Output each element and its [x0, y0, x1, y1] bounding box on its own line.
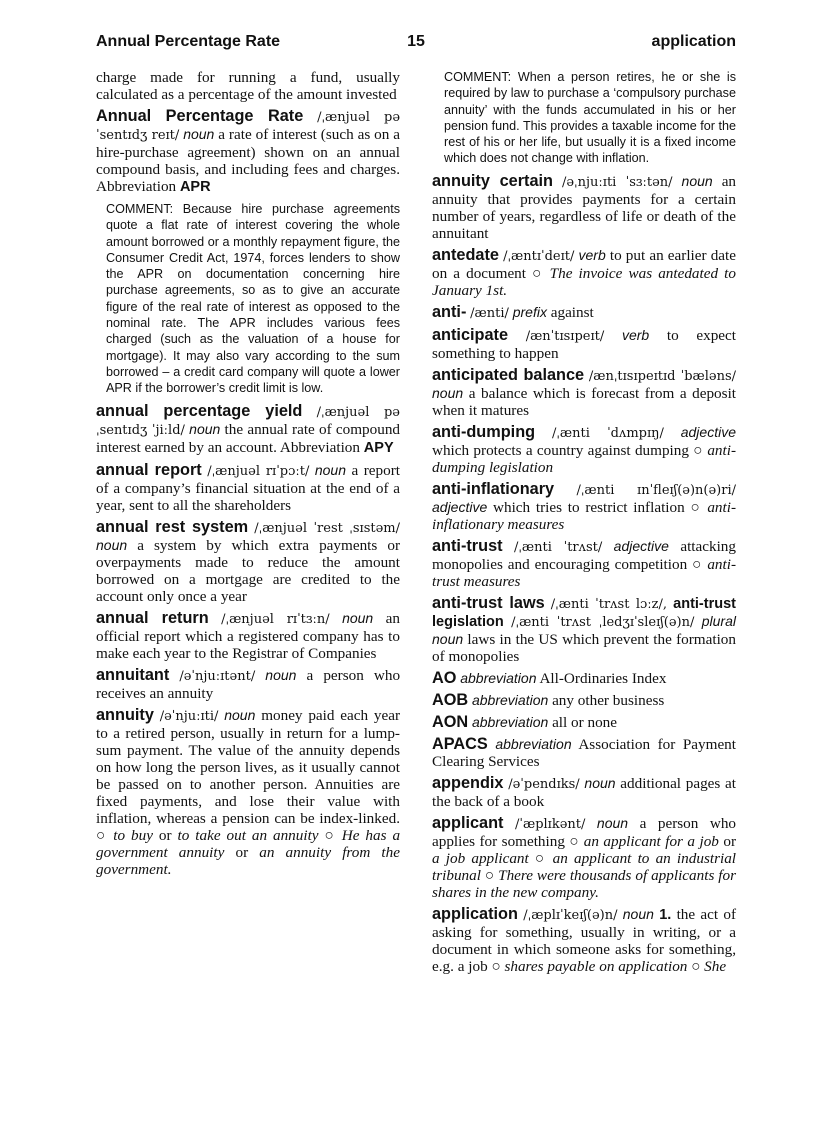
definition: charge made for running a fund, usually calculated as a percentage of the amount invested — [96, 69, 400, 103]
pronunciation: /ˌænjuəl rɪˈtɜːn/ — [221, 611, 330, 627]
entry-applicant — [432, 815, 736, 901]
abbreviation: APY — [363, 439, 394, 456]
example: anti-dumping legislation — [432, 441, 736, 476]
entry-annual-report — [96, 462, 400, 514]
entry-aob — [432, 692, 736, 709]
definition: additional pages at the back of a book — [432, 774, 737, 810]
page-number: 15 — [407, 33, 425, 50]
entry-anticipate — [432, 327, 736, 362]
running-header — [96, 33, 736, 57]
headword: appendix — [432, 773, 504, 792]
definition: an annuity that provides payments for a certain number of years, regardless of life or death of the annuitant — [432, 172, 737, 242]
pronunciation: /ˌænti ˈdʌmpɪŋ/ — [551, 425, 664, 441]
circle-bullet-icon: ○ — [690, 498, 702, 516]
sense-number: 1. — [659, 906, 672, 923]
entry-annuity — [96, 707, 400, 878]
part-of-speech: noun — [342, 609, 374, 626]
circle-bullet-icon: ○ — [532, 264, 544, 282]
pronunciation: /əˈpendɪks/ — [508, 776, 580, 792]
definition: any other business — [552, 691, 665, 709]
entry-anti-trust-laws — [432, 595, 736, 665]
part-of-speech: adjective — [613, 537, 669, 554]
pronunciation: /ˌænti ˈtrʌst ˌledʒɪˈsleɪʃ(ə)n/ — [511, 614, 695, 630]
headword: annual percentage yield — [96, 401, 303, 420]
definition: money paid each year to a retired person, usually in return for a lump-sum payment. The value of the annuity depends on how long the person lives, as it usually cannot be passed on to another person. Annuities are fixed payments, and lose their value with inflation, whereas a pension can be index-linked. — [96, 706, 401, 827]
part-of-speech: noun — [681, 172, 713, 189]
abbreviation: APR — [179, 179, 211, 195]
pronunciation: /ˈæplɪkənt/ — [515, 816, 586, 832]
definition: which tries to restrict inflation — [493, 498, 685, 516]
headword: AOB — [432, 690, 469, 709]
pronunciation: /ænˌtɪsɪpeɪtɪd ˈbæləns/ — [588, 368, 737, 384]
circle-bullet-icon: ○ — [491, 957, 501, 975]
example: anti-trust measures — [432, 555, 736, 590]
part-of-speech: noun — [265, 666, 297, 683]
definition: against — [550, 303, 594, 321]
entry-annual-percentage-rate — [96, 108, 400, 196]
entry-continued — [96, 69, 400, 103]
part-of-speech: adjective — [432, 498, 488, 515]
pronunciation: /ˌænti ˈtrʌst/ — [513, 539, 603, 555]
pronunciation: /ˌænti ɪnˈfleɪʃ(ə)n(ə)ri/ — [576, 482, 736, 498]
part-of-speech: plural noun — [432, 612, 736, 647]
connector: or — [235, 843, 249, 861]
pronunciation: /ænˈtɪsɪpeɪt/ — [525, 328, 605, 344]
headword: anti-trust laws — [432, 593, 545, 612]
entry-anti-dumping — [432, 424, 736, 476]
circle-bullet-icon: ○ — [484, 866, 495, 884]
definition: all or none — [552, 713, 618, 731]
part-of-speech: abbreviation — [460, 669, 537, 686]
circle-bullet-icon: ○ — [692, 555, 703, 573]
example: anti-inflationary measures — [432, 498, 737, 533]
entry-annuitant — [96, 667, 400, 702]
part-of-speech: noun — [584, 774, 616, 791]
headword: anti-trust — [432, 536, 503, 555]
definition: an official report which a registered company has to make each year to the Registrar of Companies — [96, 609, 400, 662]
part-of-speech: verb — [621, 326, 650, 343]
headword: annual return — [96, 608, 209, 627]
entry-anti-inflationary — [432, 481, 736, 533]
part-of-speech: adjective — [680, 423, 736, 440]
entry-anti-trust — [432, 538, 736, 590]
headword: antedate — [432, 245, 499, 264]
definition: attacking monopolies and encouraging competition — [432, 537, 736, 573]
example: She — [704, 957, 727, 975]
headword: anti-inflationary — [432, 479, 555, 498]
right-column — [432, 69, 736, 980]
example: The invoice was antedated to January 1st. — [432, 264, 736, 299]
headword: annual rest system — [96, 517, 249, 536]
circle-bullet-icon: ○ — [324, 826, 336, 844]
entry-aon — [432, 714, 736, 731]
left-column — [96, 69, 400, 980]
definition: All-Ordinaries Index — [539, 669, 667, 687]
entry-annual-rest-system — [96, 519, 400, 605]
part-of-speech: verb — [578, 246, 606, 263]
part-of-speech: abbreviation — [471, 713, 549, 730]
entry-application — [432, 906, 736, 975]
comment-box: COMMENT: When a person retires, he or she is required by law to purchase a ‘compulsory purchase annuity’ with the funds accumulated in his or her pension fund. This provides a taxable income for the rest of his or her life, but usually it is a fixed income which does not change with inflation. — [444, 70, 736, 166]
entry-anticipated-balance — [432, 367, 736, 419]
headword: anti- — [432, 302, 467, 321]
pronunciation: /əˈnjuːɪtənt/ — [179, 668, 256, 684]
pronunciation: /ˌænjuəl ˈrest ˌsɪstəm/ — [254, 520, 400, 536]
example: There were thousands of applicants for shares in the new company. — [432, 866, 737, 901]
pronunciation: /ˌæntɪˈdeɪt/ — [503, 248, 575, 264]
headword: APACS — [432, 734, 488, 753]
definition: a rate of interest (such as on a hire-purchase agreement) shown on an annual compound basis, and including fees and charges. Abbreviation — [96, 126, 401, 195]
entry-antedate — [432, 247, 736, 299]
headword: AO — [432, 668, 457, 687]
headword: annuity — [96, 705, 154, 724]
definition: a person who receives an annuity — [96, 666, 401, 702]
headword: applicant — [432, 813, 504, 832]
entry-anti — [432, 304, 736, 322]
headword: application — [432, 904, 518, 923]
headword: annuitant — [96, 665, 170, 684]
part-of-speech: noun — [183, 126, 215, 142]
example: an applicant to an industrial tribunal — [432, 849, 737, 884]
circle-bullet-icon: ○ — [569, 832, 580, 850]
pronunciation: /əˌnjuːɪti ˈsɜːtən/ — [561, 174, 673, 190]
example: an annuity from the government. — [96, 843, 400, 878]
definition: a report of a company’s financial situation at the end of a year, sent to all the shareholders — [96, 461, 400, 514]
entry-ao — [432, 670, 736, 687]
headword: annuity certain — [432, 171, 553, 190]
circle-bullet-icon: ○ — [534, 849, 547, 867]
entry-annual-percentage-yield — [96, 403, 400, 457]
part-of-speech: abbreviation — [471, 691, 549, 708]
definition: to expect something to happen — [432, 326, 736, 362]
pronunciation: /ænti/ — [470, 305, 509, 321]
example: a job applicant — [432, 849, 529, 867]
definition: the annual rate of compound interest earned by an account. Abbreviation — [96, 420, 401, 456]
connector: or — [723, 832, 737, 850]
definition: the act of asking for something, usually in writing, or a document in which someone asks for something, e.g. a job — [432, 905, 737, 975]
header-first-entry: Annual Percentage Rate — [96, 33, 281, 50]
part-of-speech: noun — [622, 905, 654, 922]
circle-bullet-icon: ○ — [693, 441, 703, 459]
part-of-speech: prefix — [512, 303, 547, 320]
entry-apacs — [432, 736, 736, 770]
headword: Annual Percentage Rate — [96, 107, 304, 125]
part-of-speech: noun — [96, 536, 128, 553]
example: an applicant for a job — [583, 832, 719, 850]
part-of-speech: abbreviation — [495, 735, 572, 752]
definition: a person who applies for something — [432, 814, 737, 850]
entry-appendix — [432, 775, 736, 810]
pronunciation: /ˌæplɪˈkeɪʃ(ə)n/ — [523, 907, 618, 923]
headword: annual report — [96, 460, 202, 479]
example: to buy — [113, 826, 153, 844]
part-of-speech: noun — [432, 384, 464, 401]
pronunciation: /ˌænjuəl rɪˈpɔːt/ — [207, 463, 310, 479]
headword: anti-dumping — [432, 422, 536, 441]
part-of-speech: noun — [189, 420, 221, 437]
part-of-speech: noun — [596, 814, 629, 831]
headword-variant: anti-trust legislation — [432, 595, 736, 630]
pronunciation: /ˌænjuəl pəˈsentɪdʒ reɪt/ — [96, 110, 401, 143]
circle-bullet-icon: ○ — [691, 957, 701, 975]
part-of-speech: noun — [224, 706, 256, 723]
definition: a balance which is forecast from a deposit when it matures — [432, 384, 737, 419]
pronunciation: /ˌænjuəl pəˌsentɪdʒ ˈjiːld/ — [96, 404, 400, 438]
headword: anticipate — [432, 325, 509, 344]
definition: to put an earlier date on a document — [432, 246, 736, 282]
example: shares payable on application — [504, 957, 688, 975]
part-of-speech: noun — [314, 461, 347, 478]
example: He has a government annuity — [96, 826, 401, 861]
definition: Association for Payment Clearing Services — [432, 735, 736, 770]
entry-annual-return — [96, 610, 400, 662]
comment-box: COMMENT: Because hire purchase agreements quote a flat rate of interest covering the whole amount borrowed or a monthly repayment figure, the Consumer Credit Act, 1974, forces lenders to show the APR on documentation concerning hire purchase agreements, so as to give an accurate figure of the real rate of interest as opposed to the nominal rate. The APR includes various fees charged (such as the valuation of a house for mortgage). It may also vary according to the sum borrowed – a credit card company will quote a lower APR if the borrower’s credit limit is low. — [106, 202, 400, 396]
circle-bullet-icon: ○ — [96, 826, 108, 844]
headword: anticipated balance — [432, 365, 585, 384]
connector: or — [158, 826, 172, 844]
definition: a system by which extra payments or overpayments made to reduce the amount borrowed on a mortgage are credited to the account only once a year — [96, 536, 400, 605]
pronunciation: /ˌænti ˈtrʌst lɔːz/, — [550, 596, 668, 612]
pronunciation: /əˈnjuːɪti/ — [159, 708, 219, 724]
entry-annuity-certain — [432, 173, 736, 242]
headword: AON — [432, 712, 469, 731]
example: to take out an annuity — [177, 826, 319, 844]
definition: which protects a country against dumping — [432, 441, 689, 459]
header-last-entry: application — [651, 33, 736, 50]
definition: laws in the US which prevent the formation of monopolies — [432, 630, 736, 665]
